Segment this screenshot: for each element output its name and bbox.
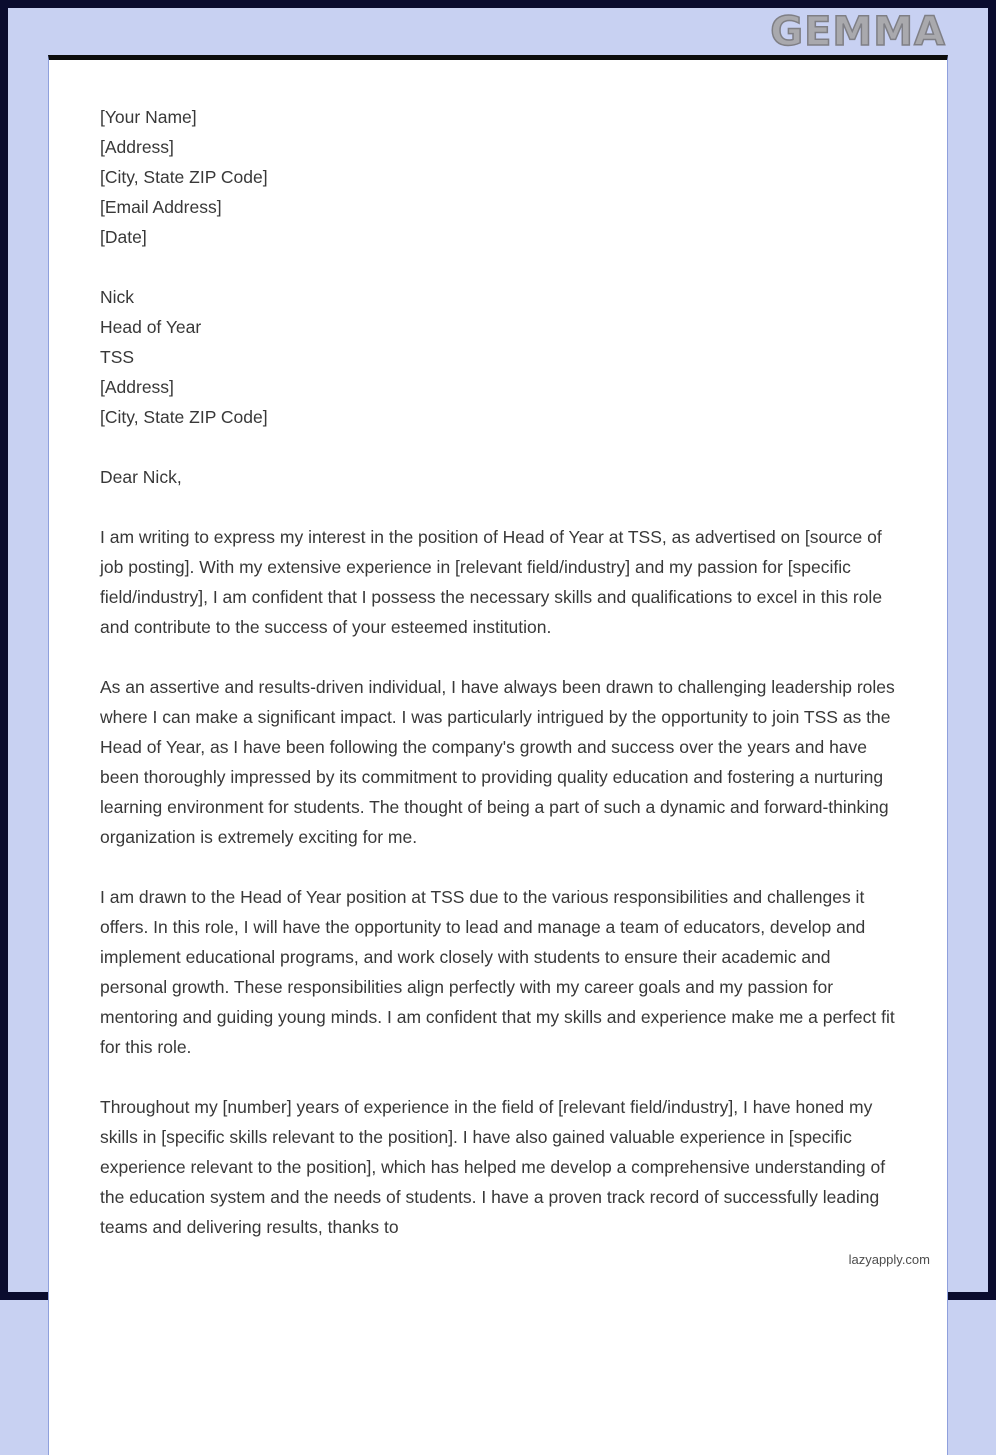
recipient-address-line: [Address]: [100, 377, 174, 397]
sender-name-line: [Your Name]: [100, 107, 197, 127]
recipient-city-line: [City, State ZIP Code]: [100, 407, 268, 427]
watermark: lazyapply.com: [848, 1252, 930, 1267]
recipient-company-line: TSS: [100, 347, 135, 367]
sender-city-line: [City, State ZIP Code]: [100, 167, 268, 187]
letter-page: [48, 55, 948, 1455]
letter-paragraph-3: I am drawn to the Head of Year position at TSS due to the various responsibilities and challenges it offers. In this role, I will have the opportunity to lead and manage a team of educators, develop and implement educational programs, and work closely with students to ensure their academic and personal growth. These responsibilities align perfectly with my career goals and my passion for mentoring and guiding young minds. I am confident that my skills and experience make me a perfect fit for this role.: [100, 887, 895, 1057]
letter-date-line: [Date]: [100, 227, 147, 247]
sender-address-line: [Address]: [100, 137, 174, 157]
recipient-title-line: Head of Year: [100, 317, 202, 337]
letter-paragraph-1: I am writing to express my interest in the position of Head of Year at TSS, as advertised on [source of job posting]. With my extensive experience in [relevant field/industry] and my passion for [specific field/industry], I am confident that I possess the necessary skills and qualifications to excel in this role and contribute to the success of your esteemed institution.: [100, 527, 883, 637]
salutation: [100, 462, 895, 492]
recipient-block: [100, 282, 895, 432]
recipient-name-line: Nick: [100, 287, 135, 307]
sender-block: [100, 102, 895, 252]
letter-paragraph-2: As an assertive and results-driven individual, I have always been drawn to challenging leadership roles where I can make a significant impact. I was particularly intrigued by the opportunity to join TSS as the Head of Year, as I have been following the company's growth and success over the years and have been thoroughly impressed by its commitment to providing quality education and fostering a nurturing learning environment for students. The thought of being a part of such a dynamic and forward-thinking organization is extremely exciting for me.: [100, 677, 895, 847]
header: [8, 8, 988, 55]
sender-email-line: [Email Address]: [100, 197, 222, 217]
salutation-line: Dear Nick,: [100, 467, 182, 487]
letter-paragraph-4: Throughout my [number] years of experience in the field of [relevant field/industry], I have honed my skills in [specific skills relevant to the position]. I have also gained valuable experience in [specific experience relevant to the position], which has helped me develop a comprehensive understanding of the education system and the needs of students. I have a proven track record of successfully leading teams and delivering results, thanks to: [100, 1097, 886, 1237]
brand-logo: GEMMA: [770, 9, 946, 55]
